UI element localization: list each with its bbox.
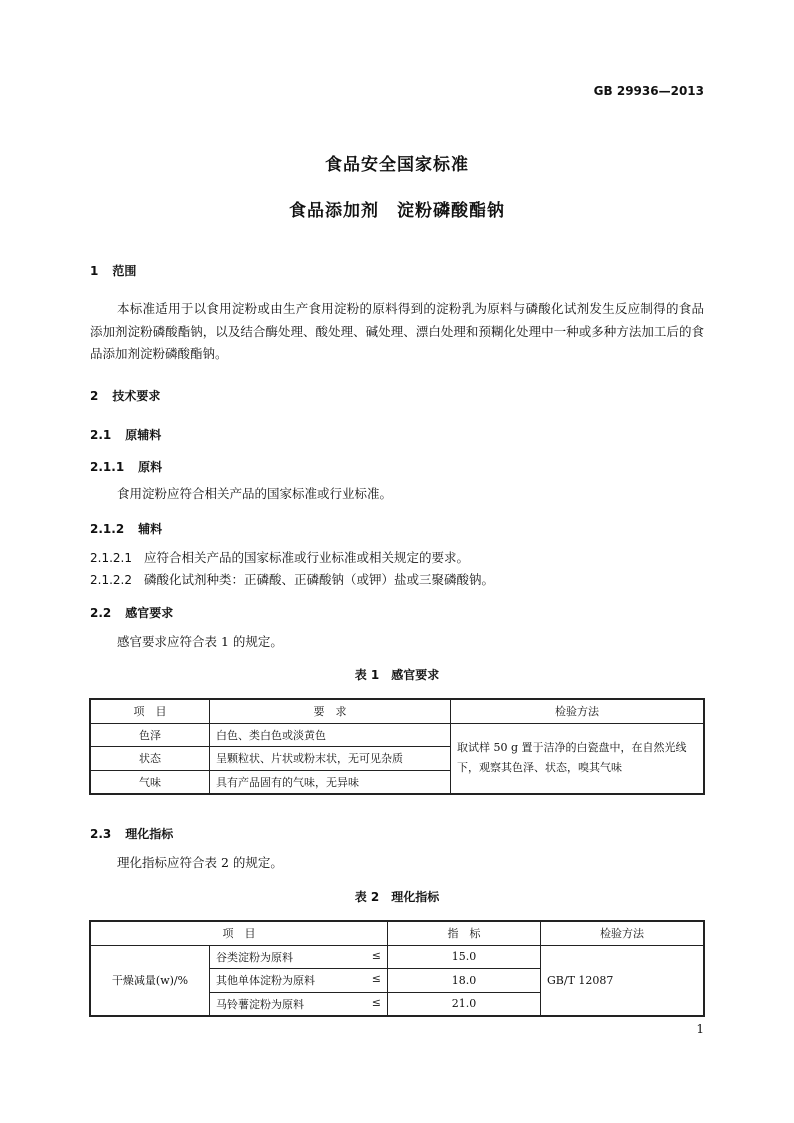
section-1-text: 本标准适用于以食用淀粉或由生产食用淀粉的原料得到的淀粉乳为原料与磷酸化试剂发生反应制得的食品添加剂淀粉磷酸酯钠，以及结合酶处理、酸处理、碱处理、漂白处理和预糊化处理中一种或多种方法加工后的食品添加剂淀粉磷酸酯钠。 bbox=[90, 301, 704, 361]
table-2-value: 21.0 bbox=[388, 992, 541, 1016]
table-2-caption: 表 2 理化指标 bbox=[354, 890, 440, 904]
table-1-cell: 白色、类白色或淡黄色 bbox=[210, 723, 451, 746]
section-1-heading: 1 范围 bbox=[90, 264, 137, 278]
section-2-1-1-text: 食用淀粉应符合相关产品的国家标准或行业标准。 bbox=[117, 486, 393, 501]
section-2-1-2-heading: 2.1.2 辅料 bbox=[90, 522, 163, 536]
table-1-header: 项 目 bbox=[90, 699, 210, 723]
section-2-2-text: 感官要求应符合表 1 的规定。 bbox=[117, 634, 283, 649]
section-2-3-heading: 2.3 理化指标 bbox=[90, 827, 174, 841]
table-2-value: 15.0 bbox=[388, 945, 541, 968]
table-1-cell: 呈颗粒状、片状或粉末状，无可见杂质 bbox=[210, 746, 451, 770]
table-2 bbox=[89, 920, 705, 1017]
table-2-header: 指 标 bbox=[388, 921, 541, 945]
table-1-cell: 色泽 bbox=[90, 723, 210, 746]
section-2-1-2-1: 2.1.2.1 应符合相关产品的国家标准或行业标准或相关规定的要求。 bbox=[90, 550, 469, 565]
table-2-cell: 马铃薯淀粉为原料 ≤ bbox=[210, 992, 388, 1016]
table-2-method: GB/T 12087 bbox=[541, 945, 705, 1016]
section-2-1-1-heading: 2.1.1 原料 bbox=[90, 460, 163, 474]
table-1-cell: 具有产品固有的气味，无异味 bbox=[210, 770, 451, 794]
page-number: 1 bbox=[696, 1022, 704, 1036]
doc-title: 食品安全国家标准 bbox=[325, 155, 469, 175]
table-2-group: 干燥减量(w)/% bbox=[90, 945, 210, 1016]
table-2-cell: 谷类淀粉为原料 ≤ bbox=[210, 945, 388, 968]
table-1-cell: 气味 bbox=[90, 770, 210, 794]
table-1-header: 检验方法 bbox=[451, 699, 705, 723]
section-2-1-2-2: 2.1.2.2 磷酸化试剂种类：正磷酸、正磷酸钠（或钾）盐或三聚磷酸钠。 bbox=[90, 572, 494, 587]
table-1-caption: 表 1 感官要求 bbox=[354, 668, 440, 682]
section-2-1-heading: 2.1 原辅料 bbox=[90, 428, 162, 442]
standard-number: GB 29936—2013 bbox=[593, 84, 704, 98]
table-2-header: 检验方法 bbox=[541, 921, 705, 945]
section-2-heading: 2 技术要求 bbox=[90, 389, 161, 403]
table-1-header: 要 求 bbox=[210, 699, 451, 723]
table-1-method: 取试样 50 g 置于洁净的白瓷盘中，在自然光线下，观察其色泽、状态，嗅其气味 bbox=[451, 723, 705, 794]
section-2-3-text: 理化指标应符合表 2 的规定。 bbox=[117, 855, 283, 870]
table-2-cell: 其他单体淀粉为原料 ≤ bbox=[210, 968, 388, 992]
table-1 bbox=[89, 698, 705, 795]
table-2-value: 18.0 bbox=[388, 968, 541, 992]
doc-subtitle: 食品添加剂 淀粉磷酸酯钠 bbox=[289, 201, 505, 221]
table-2-header: 项 目 bbox=[90, 921, 388, 945]
section-2-2-heading: 2.2 感官要求 bbox=[90, 606, 174, 620]
table-1-cell: 状态 bbox=[90, 746, 210, 770]
